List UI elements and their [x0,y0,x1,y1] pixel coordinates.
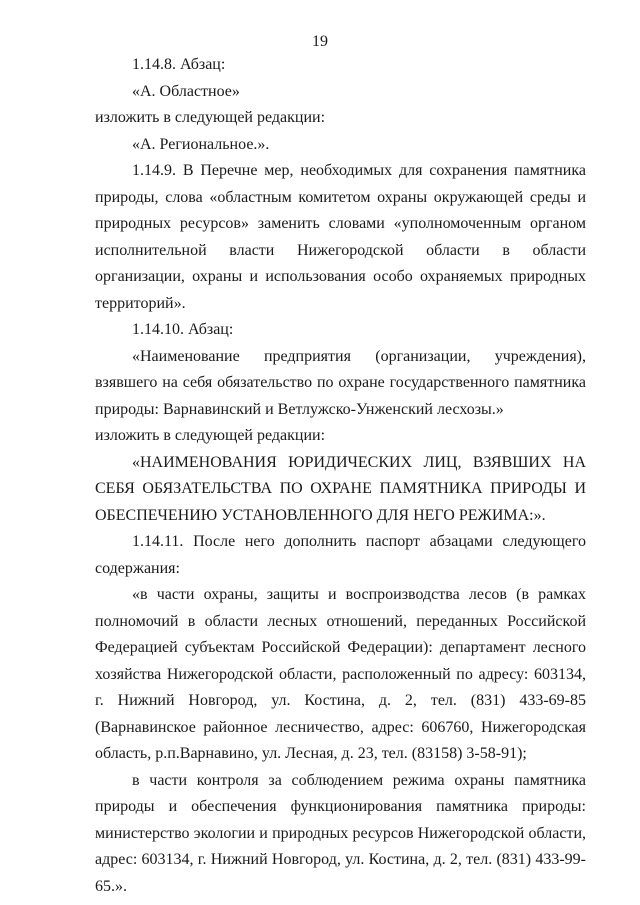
paragraph-quote-oblastnoe: «А. Областное» [132,82,240,100]
paragraph-clause-1-14-9: 1.14.9. В Перечне мер, необходимых для сохранения памятника природы, слова «областным комитетом охраны окружающей среды и природных ресурсов» заменить словами «уполномоченным органом исполнительной власти Нижегородской области в области организации, охраны и использования особо охраняемых природных территорий». [95,162,586,312]
paragraph-regime-control: в части контроля за соблюдением режима охраны памятника природы и обеспечения функционирования памятника природы: министерство экологии и природных ресурсов Нижегородской области, адрес: 603134, г. Нижний Новгород, ул. Костина, д. 2, тел. (831) 433-99-65.». [95,771,586,895]
paragraph-clause-1-14-11: 1.14.11. После него дополнить паспорт абзацами следующего содержания: [95,533,586,577]
page-number: 19 [312,33,328,50]
paragraph-quote-legal-entities: «НАИМЕНОВАНИЯ ЮРИДИЧЕСКИХ ЛИЦ, ВЗЯВШИХ НА СЕБЯ ОБЯЗАТЕЛЬСТВА ПО ОХРАНЕ ПАМЯТНИКА ПРИРОДЫ И ОБЕСПЕЧЕНИЮ УСТАНОВЛЕННОГО ДЛЯ НЕГО РЕЖИМА:». [95,453,586,524]
paragraph-quote-enterprise-name: «Наименование предприятия (организации, учреждения), взявшего на себя обязательство по охране государственного памятника природы: Варнавинский и Ветлужско-Унженский лесхозы.» [95,347,586,418]
document-body [95,52,586,900]
paragraph-clause-1-14-8: 1.14.8. Абзац: [132,56,226,73]
paragraph-clause-1-14-10: 1.14.10. Абзац: [132,321,234,338]
paragraph-quote-regionalnoe: «А. Региональное.». [132,135,270,153]
paragraph-edit-instruction-2: изложить в следующей редакции: [95,427,326,444]
paragraph-forest-protection: «в части охраны, защиты и воспроизводства лесов (в рамках полномочий в области лесных отношений, переданных Российской Федерацией субъектам Российской Федерации): департамент лесного хозяйства Нижегородской области, расположенный по адресу: 603134, г. Нижний Новгород, ул. Костина, д. 2, тел. (831) 433-69-85 (Варнавинское районное лесничество, адрес: 606760, Нижегородская область, р.п.Варнавино, ул. Лесная, д. 23, тел. (83158) 3-58-91); [95,586,586,762]
paragraph-edit-instruction: изложить в следующей редакции: [95,109,326,126]
